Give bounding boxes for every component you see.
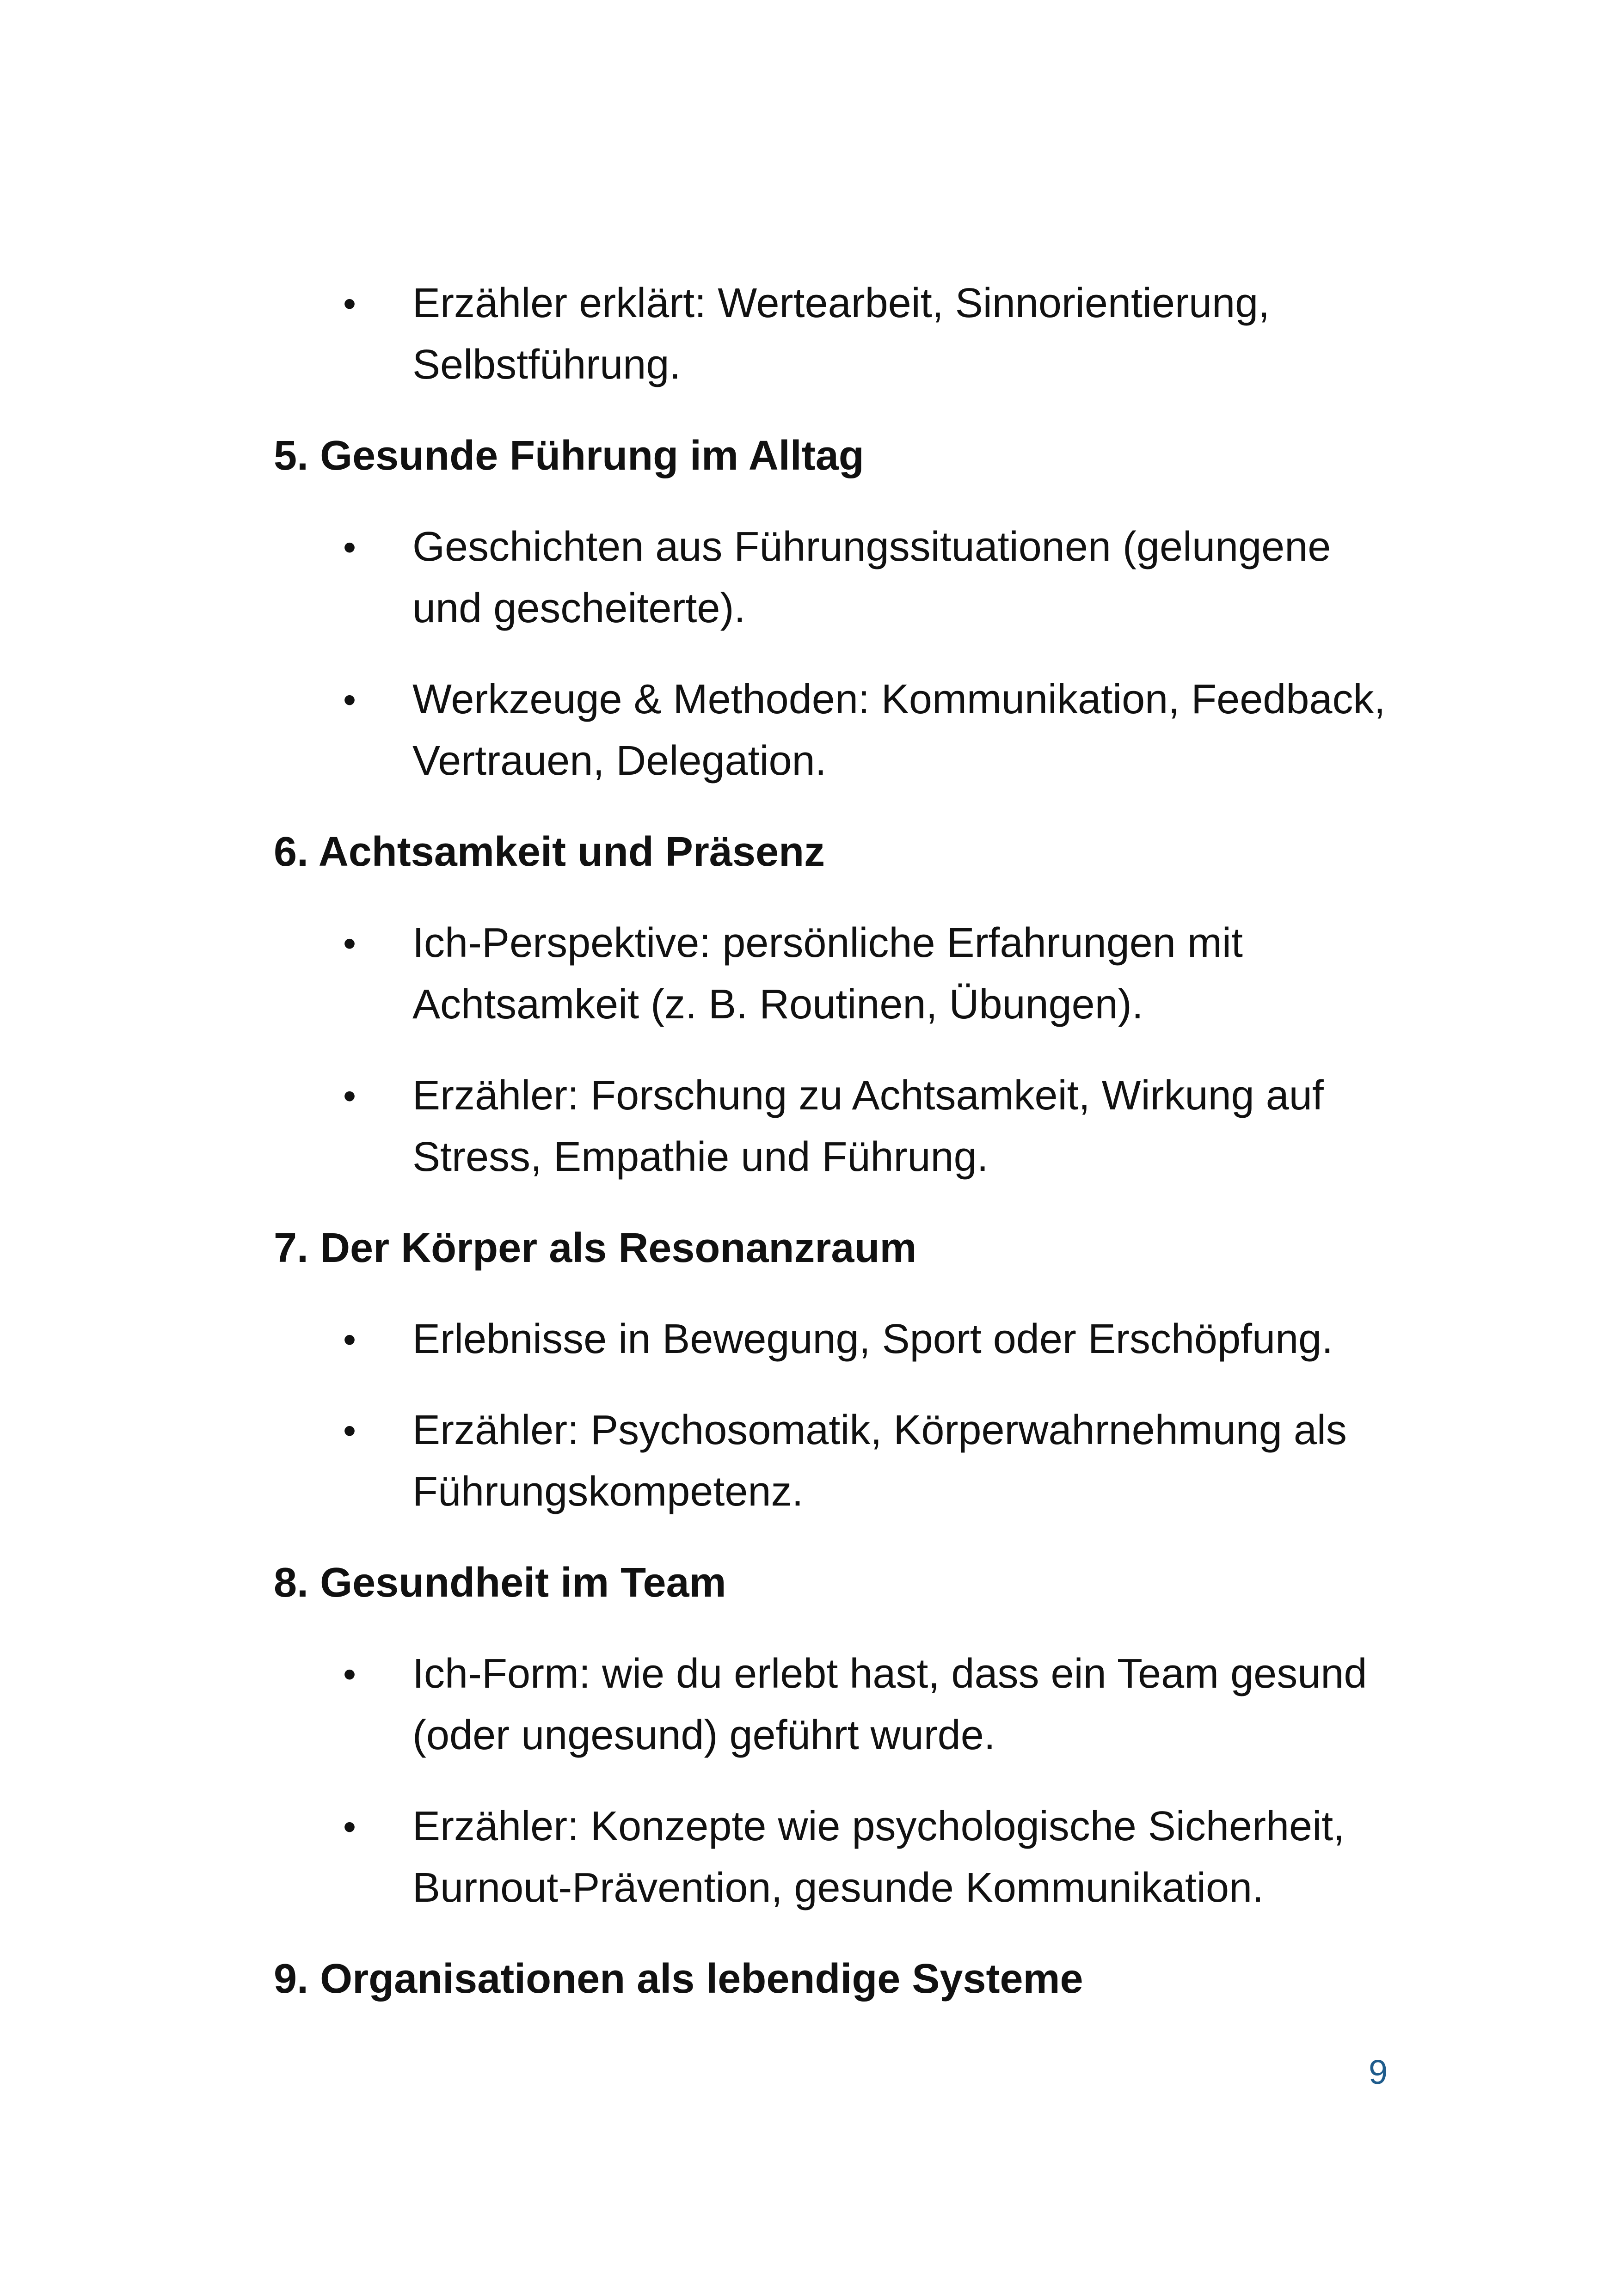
list-item [274,1643,1420,1766]
list-item [274,273,1420,396]
list-item-text: Erzähler: Psychosomatik, Körperwahrnehmung als Führungskompetenz. [412,1407,1347,1515]
bullet-icon: • [343,679,356,720]
bullet-icon: • [343,1075,356,1116]
section-heading: 6. Achtsamkeit und Präsenz [274,829,825,875]
bullet-icon: • [343,1410,356,1451]
section-heading: 5. Gesunde Führung im Alltag [274,433,864,479]
section-heading: 9. Organisationen als lebendige Systeme [274,1956,1083,2002]
list-item [274,1065,1420,1188]
list-item-text: Erzähler: Konzepte wie psychologische Sicherheit, Burnout-Prävention, gesunde Kommunikation. [412,1803,1345,1911]
list-item-text: Ich-Perspektive: persönliche Erfahrungen mit Achtsamkeit (z. B. Routinen, Übungen). [412,920,1243,1028]
bullet-icon: • [343,923,356,964]
page-content [274,273,1420,2039]
section-heading: 8. Gesundheit im Team [274,1560,726,1606]
list-item [274,669,1420,792]
page-number: 9 [1369,2053,1388,2091]
list-item-text: Erzähler: Forschung zu Achtsamkeit, Wirkung auf Stress, Empathie und Führung. [412,1072,1324,1180]
bullet-icon: • [343,1653,356,1695]
list-item [274,1796,1420,1919]
list-item [274,912,1420,1035]
list-item-text: Ich-Form: wie du erlebt hast, dass ein Team gesund (oder ungesund) geführt wurde. [412,1651,1367,1758]
list-item-text: Erlebnisse in Bewegung, Sport oder Erschöpfung. [412,1316,1333,1362]
bullet-icon: • [343,1806,356,1847]
list-item [274,1309,1420,1370]
bullet-icon: • [343,283,356,324]
section-heading: 7. Der Körper als Resonanzraum [274,1225,917,1271]
list-item [274,516,1420,639]
list-item-text: Geschichten aus Führungssituationen (gelungene und gescheiterte). [412,524,1331,631]
list-item-text: Erzähler erklärt: Wertearbeit, Sinnorientierung, Selbstführung. [412,280,1270,388]
bullet-icon: • [343,1319,356,1360]
list-item-text: Werkzeuge & Methoden: Kommunikation, Feedback, Vertrauen, Delegation. [412,676,1386,784]
bullet-icon: • [343,527,356,568]
list-item [274,1400,1420,1523]
